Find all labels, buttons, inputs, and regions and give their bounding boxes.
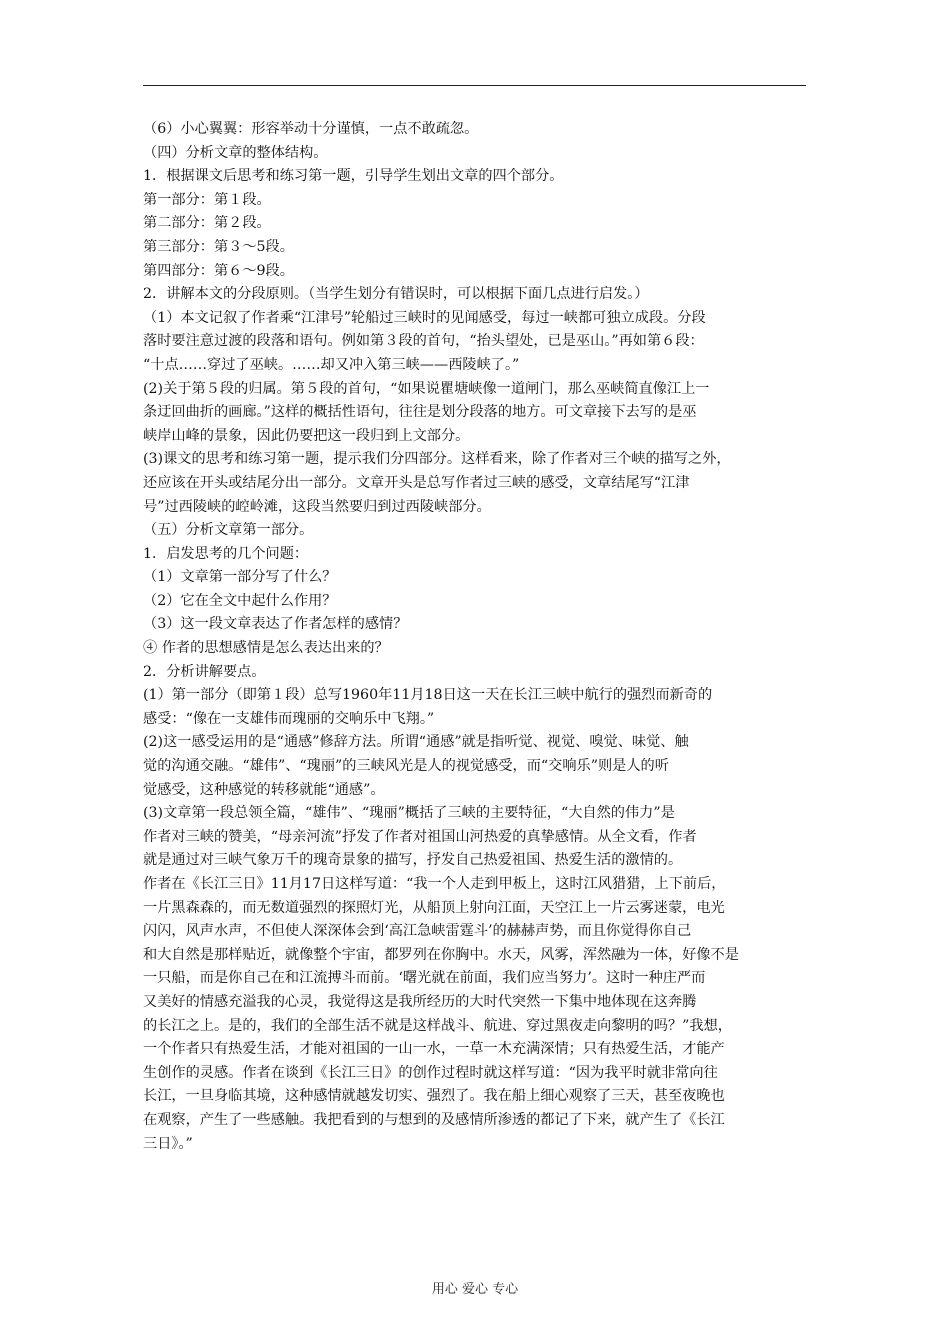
text-line: （2）它在全文中起什么作用？	[143, 592, 337, 609]
text-line: （1）文章第一部分写了什么？	[143, 569, 337, 586]
text-line: 2．分析讲解要点。	[143, 663, 266, 680]
text-line: 闪闪，风声水声，不但使人深深体会到‘高江急峡雷霆斗’的赫赫声势，而且你觉得你自己	[143, 923, 692, 940]
text-line: ④ 作者的思想感情是怎么表达出来的？	[143, 640, 389, 657]
text-line: 长江，一旦身临其境，这种感情就越发切实、强烈了。我在船上细心观察了三天，甚至夜晚也	[143, 1088, 725, 1105]
text-line: 号”过西陵峡的崆岭滩，这段当然要归到过西陵峡部分。	[143, 498, 491, 515]
text-line: 1．根据课文后思考和练习第一题，引导学生划出文章的四个部分。	[143, 168, 564, 185]
text-line: 又美好的情感充溢我的心灵，我觉得这是我所经历的大时代突然一下集中地体现在这奔腾	[143, 993, 697, 1010]
text-line: 2．讲解本文的分段原则。（当学生划分有错误时，可以根据下面几点进行启发。）	[143, 286, 649, 303]
text-line: （3）这一段文章表达了作者怎样的感情？	[143, 616, 408, 633]
text-line: 落时要注意过渡的段落和语句。例如第３段的首句，“抬头望处，已是巫山。”再如第６段：	[143, 333, 704, 350]
text-line: 觉感受，这种感觉的转移就能“通感”。	[143, 781, 385, 798]
header-rule	[143, 85, 806, 86]
text-line: (1）第一部分（即第１段）总写1960年11月18日这一天在长江三峡中航行的强烈而新奇的	[143, 687, 713, 704]
text-line: 感受：“像在一支雄伟而瑰丽的交响乐中飞翔。”	[143, 710, 435, 727]
text-line: 作者在《长江三日》11月17日这样写道：“我一个人走到甲板上，这时江风猎猎，上下前后，	[143, 876, 726, 892]
text-line: 和大自然是那样贴近，就像整个宇宙，都罗列在你胸中。水天，风雾，浑然融为一体，好像不是	[143, 946, 739, 963]
text-line: 1．启发思考的几个问题：	[143, 545, 309, 562]
text-line: （1）本文记叙了作者乘“江津号”轮船过三峡时的见闻感受，每过一峡都可独立成段。分段	[143, 309, 706, 326]
text-line: (3)课文的思考和练习第一题，提示我们分四部分。这样看来，除了作者对三个峡的描写之外，	[143, 451, 731, 468]
text-line: “十点……穿过了巫峡。……却又冲入第三峡——西陵峡了。”	[143, 356, 520, 373]
text-line: 第二部分：第２段。	[143, 215, 271, 232]
text-line: 第四部分：第６～9段。	[143, 262, 294, 279]
text-line: 条迂回曲折的画廊。”这样的概括性语句，往往是划分段落的地方。可文章接下去写的是巫	[143, 404, 697, 421]
text-line: 峡岸山峰的景象，因此仍要把这一段归到上文部分。	[143, 427, 470, 444]
text-line: 作者对三峡的赞美，“母亲河流”抒发了作者对祖国山河热爱的真挚感情。从全文看，作者	[143, 828, 697, 845]
text-line: 三日》。”	[143, 1135, 193, 1152]
text-line: 一个作者只有热爱生活，才能对祖国的一山一水，一草一木充满深情；只有热爱生活，才能产	[143, 1041, 725, 1058]
text-line: 的长江之上。是的，我们的全部生活不就是这样战斗、航进、穿过黑夜走向黎明的吗？”我想，	[143, 1017, 732, 1034]
text-line: 觉的沟通交融。“雄伟”、“瑰丽”的三峡风光是人的视觉感受，而“交响乐”则是人的听	[143, 758, 669, 775]
text-line: 在观察，产生了一些感触。我把看到的与想到的及感情所渗透的都记了下来，就产生了《长江	[143, 1111, 725, 1128]
text-line: 一只船，而是你自己在和江流搏斗而前。‘曙光就在前面，我们应当努力’。这时一种庄严而	[143, 970, 706, 987]
text-line: 第三部分：第３～5段。	[143, 238, 294, 255]
text-line: 一片黑森森的，而无数道强烈的探照灯光，从船顶上射向江面，天空江上一片云雾迷蒙，电光	[143, 899, 725, 916]
text-line: 生创作的灵感。作者在谈到《长江三日》的创作过程时就这样写道：“因为我平时就非常向往	[143, 1064, 718, 1081]
text-line: （四）分析文章的整体结构。	[143, 144, 328, 161]
text-line: (2)关于第５段的归属。第５段的首句，“如果说瞿塘峡像一道闸门，那么巫峡简直像江上一	[143, 380, 710, 397]
page-footer: 用心 爱心 专心	[431, 1282, 519, 1297]
document-body	[143, 118, 811, 1156]
text-line: (2)这一感受运用的是“通感”修辞方法。所谓“通感”就是指听觉、视觉、嗅觉、味觉、触	[143, 734, 689, 751]
text-line: （6）小心翼翼：形容举动十分谨慎，一点不敢疏忽。	[143, 121, 479, 137]
text-line: 就是通过对三峡气象万千的瑰奇景象的描写，抒发自己热爱祖国、热爱生活的激情的。	[143, 852, 683, 869]
text-line: （五）分析文章第一部分。	[143, 522, 314, 539]
text-line: (3)文章第一段总领全篇，“雄伟”、“瑰丽”概括了三峡的主要特征，“大自然的伟力”是	[143, 805, 675, 822]
text-line: 第一部分：第１段。	[143, 191, 271, 208]
text-line: 还应该在开头或结尾分出一部分。文章开头是总写作者过三峡的感受，文章结尾写“江津	[143, 474, 690, 491]
